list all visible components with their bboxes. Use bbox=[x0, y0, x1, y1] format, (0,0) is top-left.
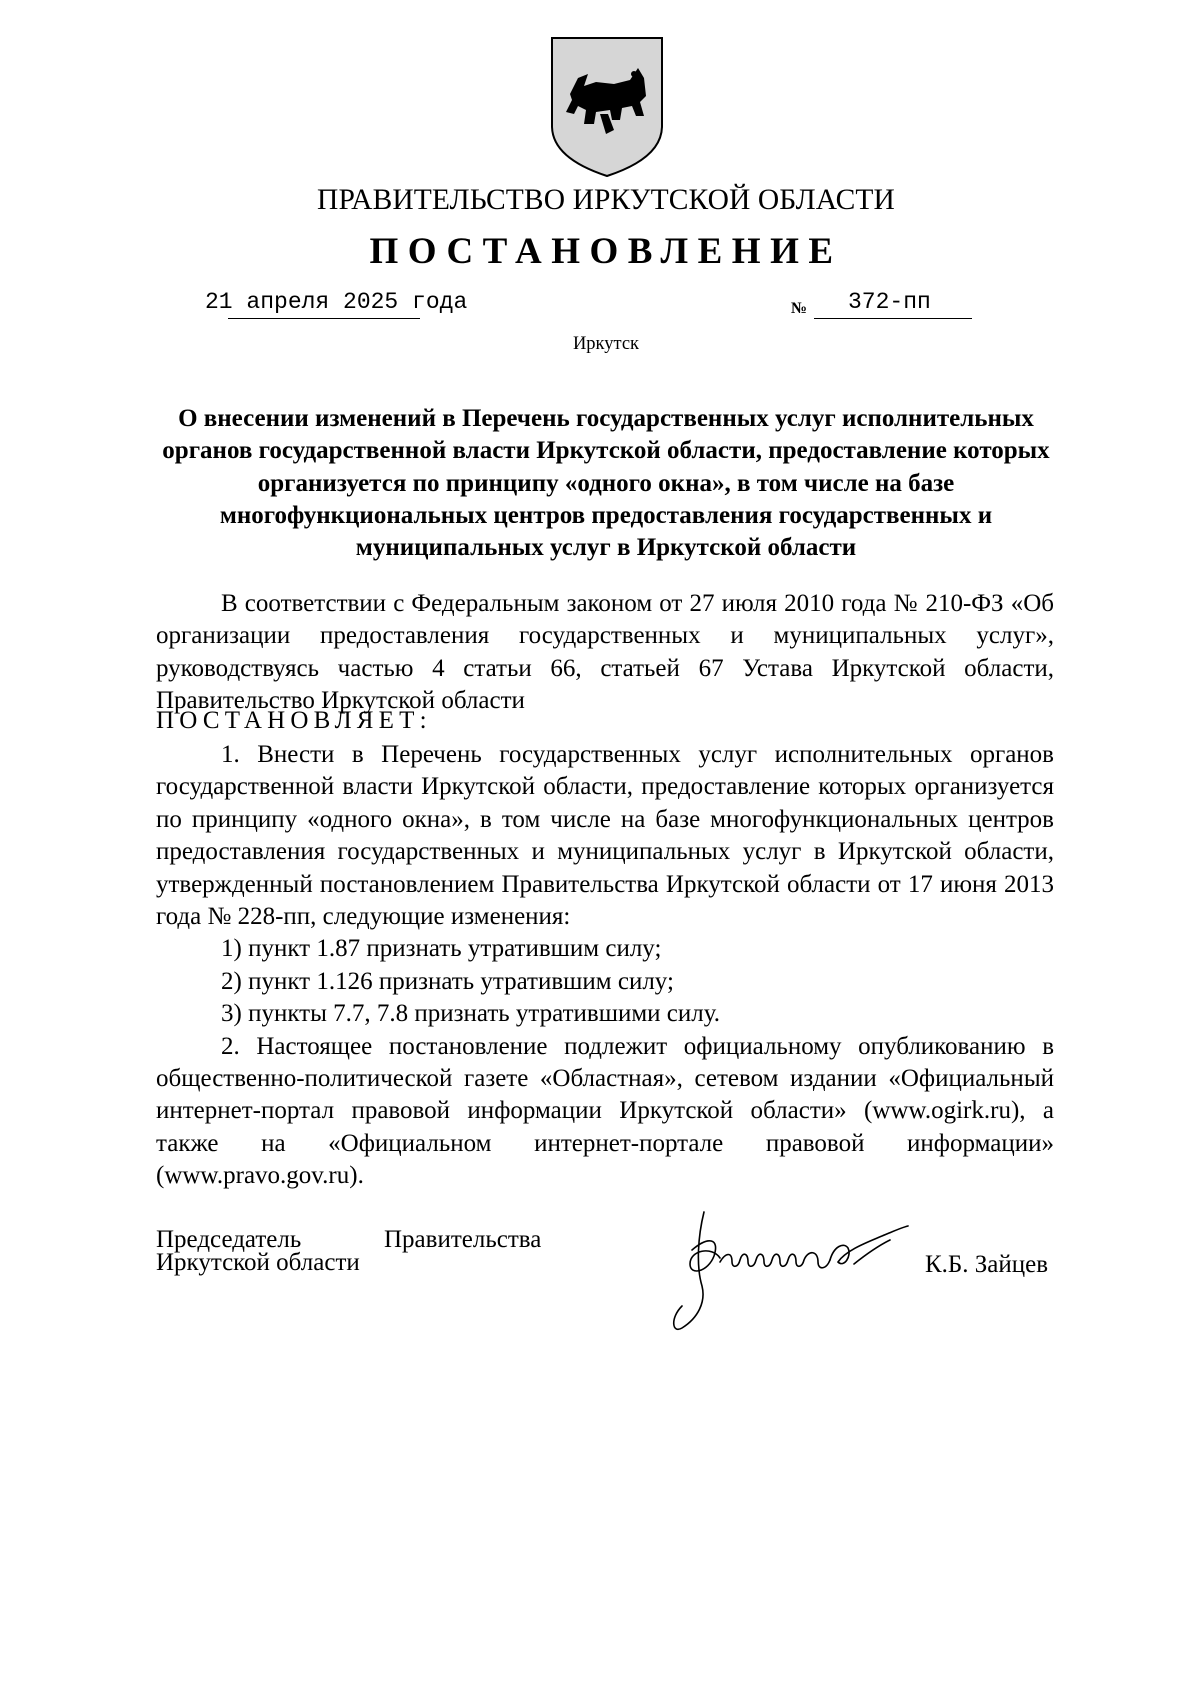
clause-1-item: 3) пункты 7.7, 7.8 признать утратившими силу. bbox=[221, 1000, 720, 1028]
document-title: О внесении изменений в Перечень государственных услуг исполнительных органов государственной власти Иркутской области, предоставление которых организуется по принципу «одного окна», в том числе на базе многофункциональных центров предоставления государственных и муниципальных услуг в Иркутской области bbox=[162, 405, 1050, 562]
number-underline bbox=[814, 318, 972, 319]
handwritten-signature-icon bbox=[668, 1206, 914, 1334]
resolve-word: ПОСТАНОВЛЯЕТ: bbox=[156, 707, 432, 734]
signer-organization: Иркутской области bbox=[156, 1249, 360, 1276]
document-body bbox=[156, 739, 1054, 1193]
government-name: ПРАВИТЕЛЬСТВО ИРКУТСКОЙ ОБЛАСТИ bbox=[317, 184, 895, 216]
signer-position-part2: Правительства bbox=[384, 1226, 542, 1253]
signer-position-part1: Председатель bbox=[156, 1226, 302, 1253]
clause-1-item: 1) пункт 1.87 признать утратившим силу; bbox=[221, 935, 662, 963]
signer-name: К.Б. Зайцев bbox=[925, 1251, 1049, 1278]
preamble bbox=[156, 588, 1054, 718]
document-type: ПОСТАНОВЛЕНИЕ bbox=[369, 231, 843, 272]
coat-of-arms-icon bbox=[548, 34, 666, 180]
document-date: 21 апреля 2025 года bbox=[205, 289, 468, 315]
date-underline bbox=[228, 318, 420, 319]
city: Иркутск bbox=[572, 334, 640, 354]
clause-2: 2. Настоящее постановление подлежит официальному опубликованию в общественно-политической газете «Областная», сетевом издании «Официальный интернет-портал правовой информации Иркутской области» (www.ogirk.ru), а также на «Официальном интернет-портале правовой информации» (www.pravo.gov.ru). bbox=[156, 1032, 1054, 1190]
document-number: 372-пп bbox=[848, 289, 931, 315]
number-sign: № bbox=[791, 300, 808, 317]
preamble-text: В соответствии с Федеральным законом от 27 июля 2010 года № 210-ФЗ «Об организации предоставления государственных и муниципальных услуг», руководствуясь частью 4 статьи 66, статьей 67 Устава Иркутской области, Правительство Иркутской области bbox=[156, 590, 1054, 715]
clause-1: 1. Внести в Перечень государственных услуг исполнительных органов государственной власти Иркутской области, предоставление которых организуется по принципу «одного окна», в том числе на базе многофункциональных центров предоставления государственных и муниципальных услуг в Иркутской области, утвержденный постановлением Правительства Иркутской области от 17 июня 2013 года № 228-пп, следующие изменения: bbox=[156, 741, 1054, 931]
clause-1-item: 2) пункт 1.126 признать утратившим силу; bbox=[221, 967, 674, 995]
